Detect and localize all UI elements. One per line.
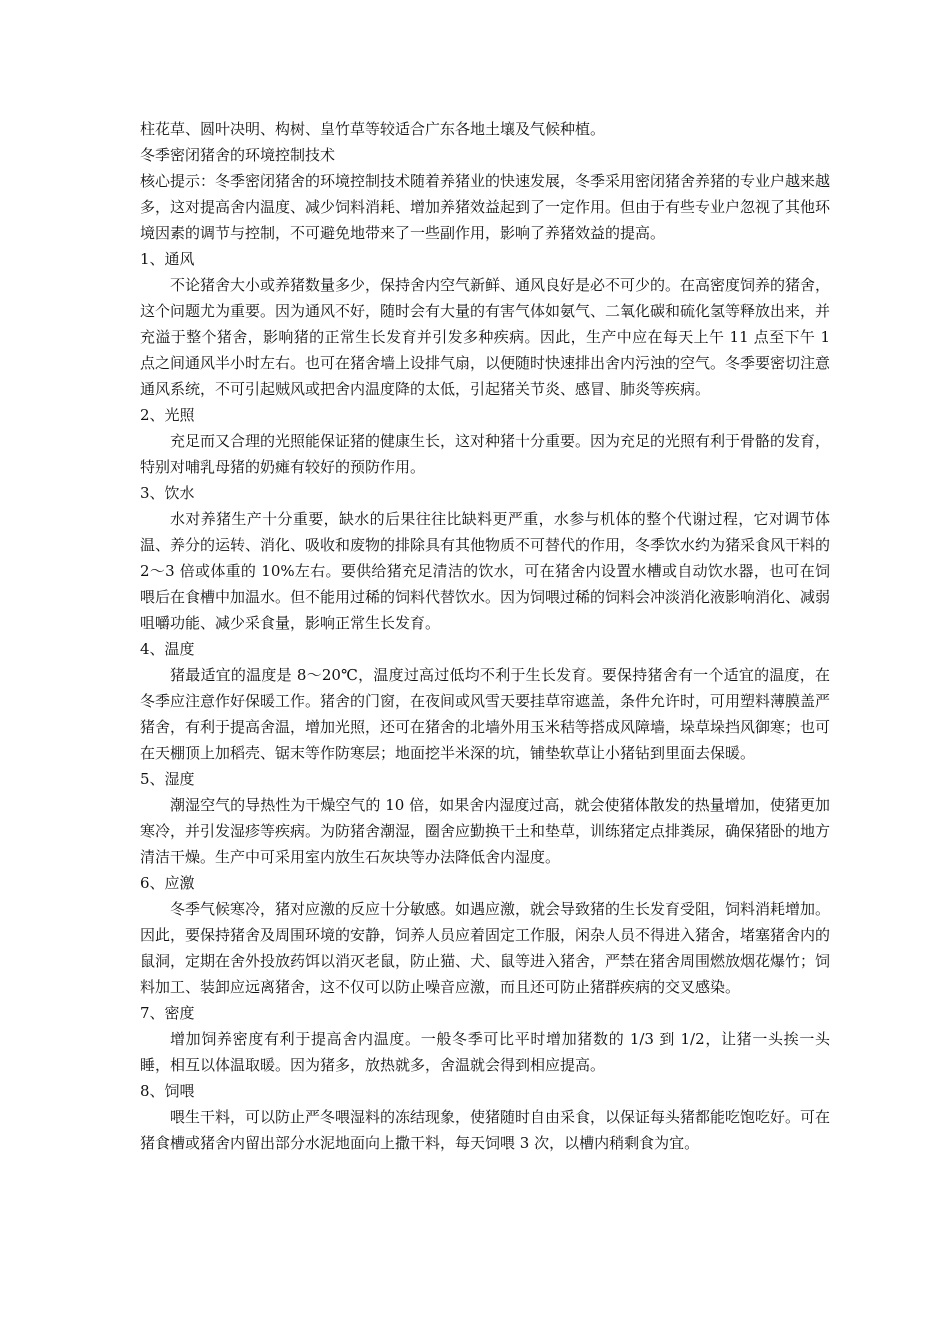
section-heading-feeding: 8、饲喂 bbox=[140, 1082, 195, 1100]
section-body-temperature: 猪最适宜的温度是 8～20℃，温度过高过低均不利于生长发育。要保持猪舍有一个适宜的温度，在冬季应注意作好保暖工作。猪舍的门窗，在夜间或风雪天要挂草帘遮盖，条件允许时，可用塑料薄膜盖严猪舍，有利于提高舍温，增加光照，还可在猪舍的北墙外用玉米秸等搭成风障墙，垛草垛挡风御寒；也可在天棚顶上加稻壳、锯末等作防寒层；地面挖半米深的坑，铺垫软草让小猪钻到里面去保暖。 bbox=[140, 666, 831, 762]
section-body-water: 水对养猪生产十分重要，缺水的后果往往比缺料更严重，水参与机体的整个代谢过程，它对调节体温、养分的运转、消化、吸收和废物的排除具有其他物质不可替代的作用，冬季饮水约为猪采食风干料的 2～3 倍或体重的 10%左右。要供给猪充足清洁的饮水，可在猪舍内设置水槽或自动饮水器，也可在饲喂后在食槽中加温水。但不能用过稀的饲料代替饮水。因为饲喂过稀的饲料会冲淡消化液影响消化、减弱咀嚼功能、减少采食量，影响正常生长发育。 bbox=[140, 510, 831, 632]
section-heading-humidity: 5、湿度 bbox=[140, 770, 195, 788]
section-body-ventilation: 不论猪舍大小或养猪数量多少，保持舍内空气新鲜、通风良好是必不可少的。在高密度饲养的猪舍，这个问题尤为重要。因为通风不好，随时会有大量的有害气体如氨气、二氧化碳和硫化氢等释放出来，并充溢于整个猪舍，影响猪的正常生长发育并引发多种疾病。因此，生产中应在每天上午 11 点至下午 1 点之间通风半小时左右。也可在猪舍墙上设排气扇，以便随时快速排出舍内污浊的空气。冬季要密切注意通风系统，不可引起贼风或把舍内温度降的太低，引起猪关节炎、感冒、肺炎等疾病。 bbox=[140, 276, 831, 398]
section-heading-stress: 6、应激 bbox=[140, 874, 195, 892]
intro-line: 柱花草、圆叶决明、构树、皇竹草等较适合广东各地土壤及气候种植。 bbox=[140, 120, 606, 138]
article-title: 冬季密闭猪舍的环境控制技术 bbox=[140, 146, 336, 164]
section-body-lighting: 充足而又合理的光照能保证猪的健康生长，这对种猪十分重要。因为充足的光照有利于骨骼的发育，特别对哺乳母猪的奶瘫有较好的预防作用。 bbox=[140, 432, 831, 476]
section-heading-density: 7、密度 bbox=[140, 1004, 195, 1022]
section-heading-temperature: 4、温度 bbox=[140, 640, 195, 658]
section-body-stress: 冬季气候寒冷，猪对应激的反应十分敏感。如遇应激，就会导致猪的生长发育受阻，饲料消耗增加。因此，要保持猪舍及周围环境的安静，饲养人员应着固定工作服，闲杂人员不得进入猪舍，堵塞猪舍内的鼠洞，定期在舍外投放药饵以消灭老鼠，防止猫、犬、鼠等进入猪舍，严禁在猪舍周围燃放烟花爆竹；饲料加工、装卸应远离猪舍，这不仅可以防止噪音应激，而且还可防止猪群疾病的交叉感染。 bbox=[140, 900, 831, 996]
section-body-density: 增加饲养密度有利于提高舍内温度。一般冬季可比平时增加猪数的 1/3 到 1/2，让猪一头挨一头睡，相互以体温取暖。因为猪多，放热就多，舍温就会得到相应提高。 bbox=[140, 1030, 830, 1074]
section-heading-lighting: 2、光照 bbox=[140, 406, 195, 424]
section-body-feeding: 喂生干料，可以防止严冬喂湿料的冻结现象，使猪随时自由采食，以保证每头猪都能吃饱吃好。可在猪食槽或猪舍内留出部分水泥地面向上撒干料，每天饲喂 3 次，以槽内稍剩食为宜。 bbox=[140, 1108, 831, 1152]
document-page bbox=[140, 116, 830, 1156]
section-heading-ventilation: 1、通风 bbox=[140, 250, 195, 268]
summary-paragraph: 核心提示：冬季密闭猪舍的环境控制技术随着养猪业的快速发展，冬季采用密闭猪舍养猪的专业户越来越多，这对提高舍内温度、减少饲料消耗、增加养猪效益起到了一定作用。但由于有些专业户忽视了其他环境因素的调节与控制，不可避免地带来了一些副作用，影响了养猪效益的提高。 bbox=[140, 172, 831, 242]
section-heading-water: 3、饮水 bbox=[140, 484, 195, 502]
section-body-humidity: 潮湿空气的导热性为干燥空气的 10 倍，如果舍内湿度过高，就会使猪体散发的热量增加，使猪更加寒冷，并引发湿疹等疾病。为防猪舍潮湿，圈舍应勤换干土和垫草，训练猪定点排粪尿，确保猪卧的地方清洁干燥。生产中可采用室内放生石灰块等办法降低舍内湿度。 bbox=[140, 796, 831, 866]
